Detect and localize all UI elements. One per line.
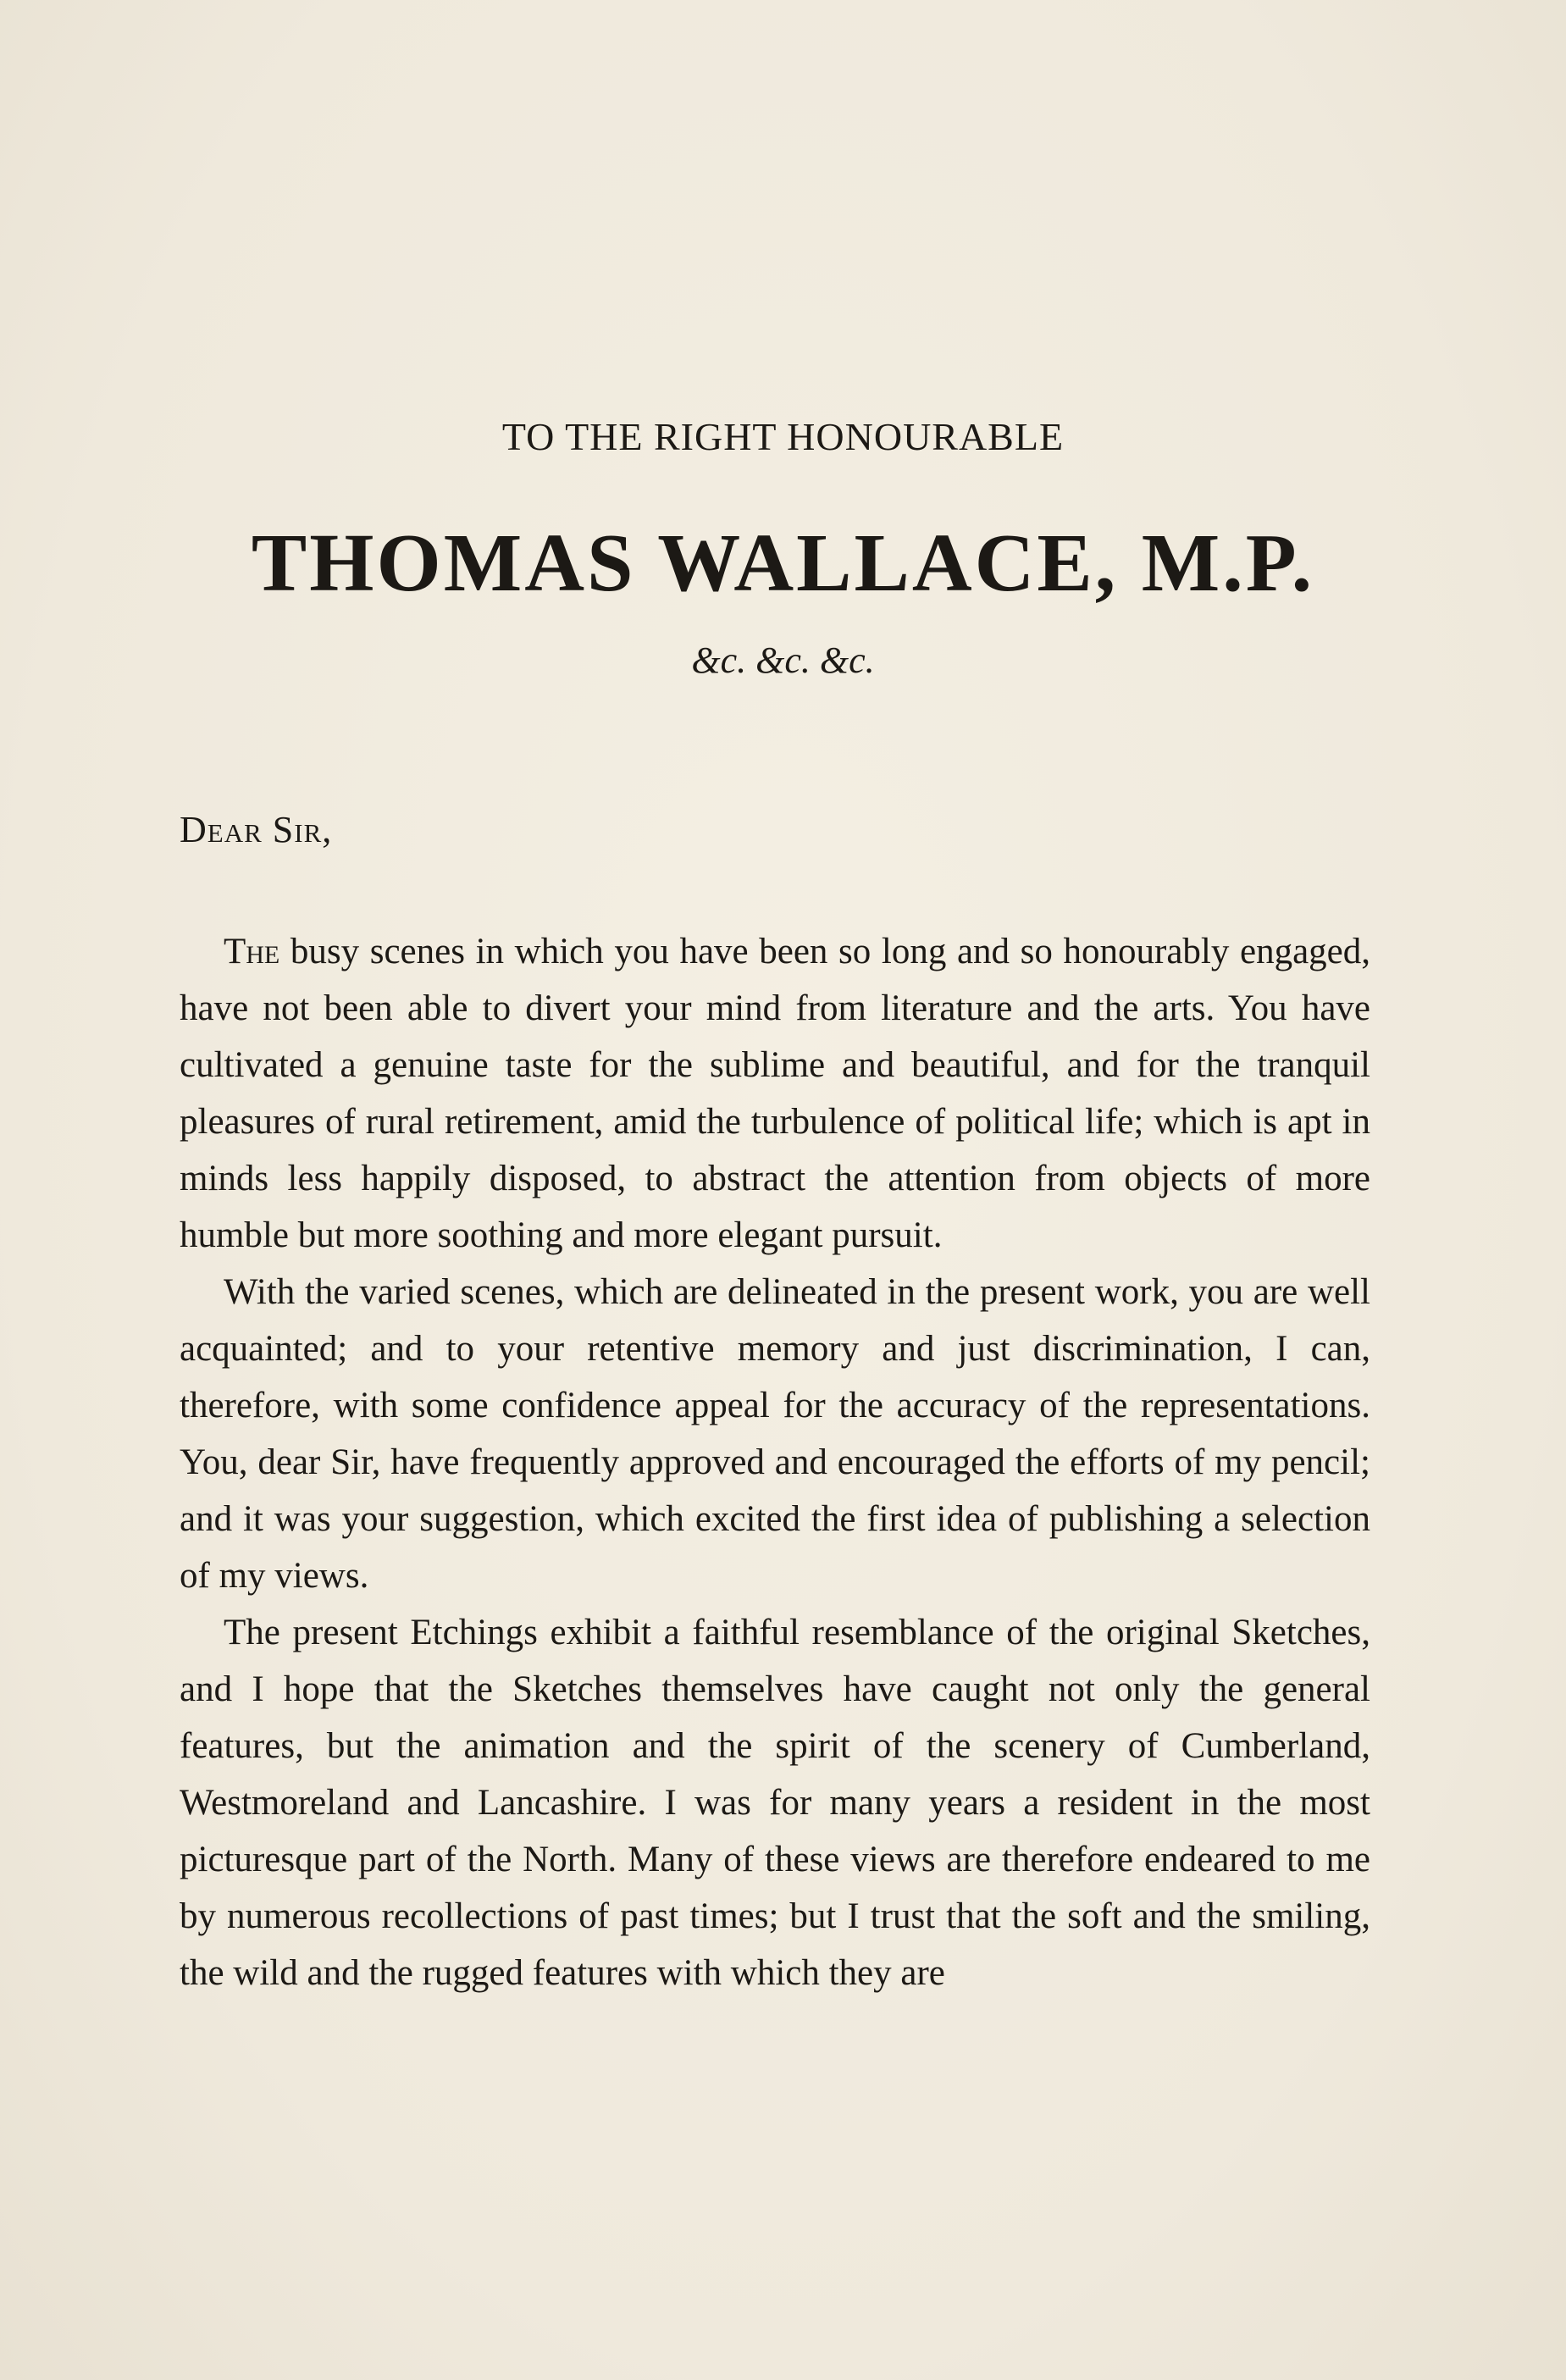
dedicatee-name: THOMAS WALLACE, M.P. bbox=[251, 518, 1315, 609]
paragraph bbox=[180, 923, 1370, 1264]
dedication-heading: TO THE RIGHT HONOURABLE bbox=[501, 415, 1065, 458]
letter-body bbox=[180, 923, 1370, 2001]
et-cetera-line: &c. &c. &c. bbox=[691, 639, 875, 681]
paragraph bbox=[180, 1264, 1370, 1604]
paragraph bbox=[180, 1604, 1370, 2001]
paragraph-text: The present Etchings exhibit a faithful resemblance of the original Sketches, and I hope that the Sketches themselves have caught not only the general features, but the animation and the spirit of the scenery of Cumberland, Westmoreland and Lancashire. I was for many years a resident in the most picturesque part of the North. Many of these views are therefore endeared to me by numerous recollections of past times; but I trust that the soft and the smiling, the wild and the rugged features with which they are bbox=[180, 1613, 1370, 1993]
paragraph-text: busy scenes in which you have been so long and so honourably engaged, have not been able to divert your mind from literature and the arts. You have cultivated a genuine taste for the sublime and beautiful, and for the tranquil pleasures of rural retirement, amid the turbulence of political life; which is apt in minds less happily disposed, to abstract the attention from objects of more humble but more soothing and more elegant pursuit. bbox=[180, 932, 1370, 1255]
salutation: Dear Sir, bbox=[180, 809, 333, 850]
paragraph-text: With the varied scenes, which are delineated in the present work, you are well acquainted; and to your retentive memory and just discrimination, I can, therefore, with some confidence appeal for the accuracy of the representations. You, dear Sir, have frequently approved and encouraged the efforts of my pencil; and it was your suggestion, which excited the first idea of publishing a selection of my views. bbox=[180, 1272, 1370, 1596]
paragraph-lead-word: The bbox=[224, 932, 280, 971]
